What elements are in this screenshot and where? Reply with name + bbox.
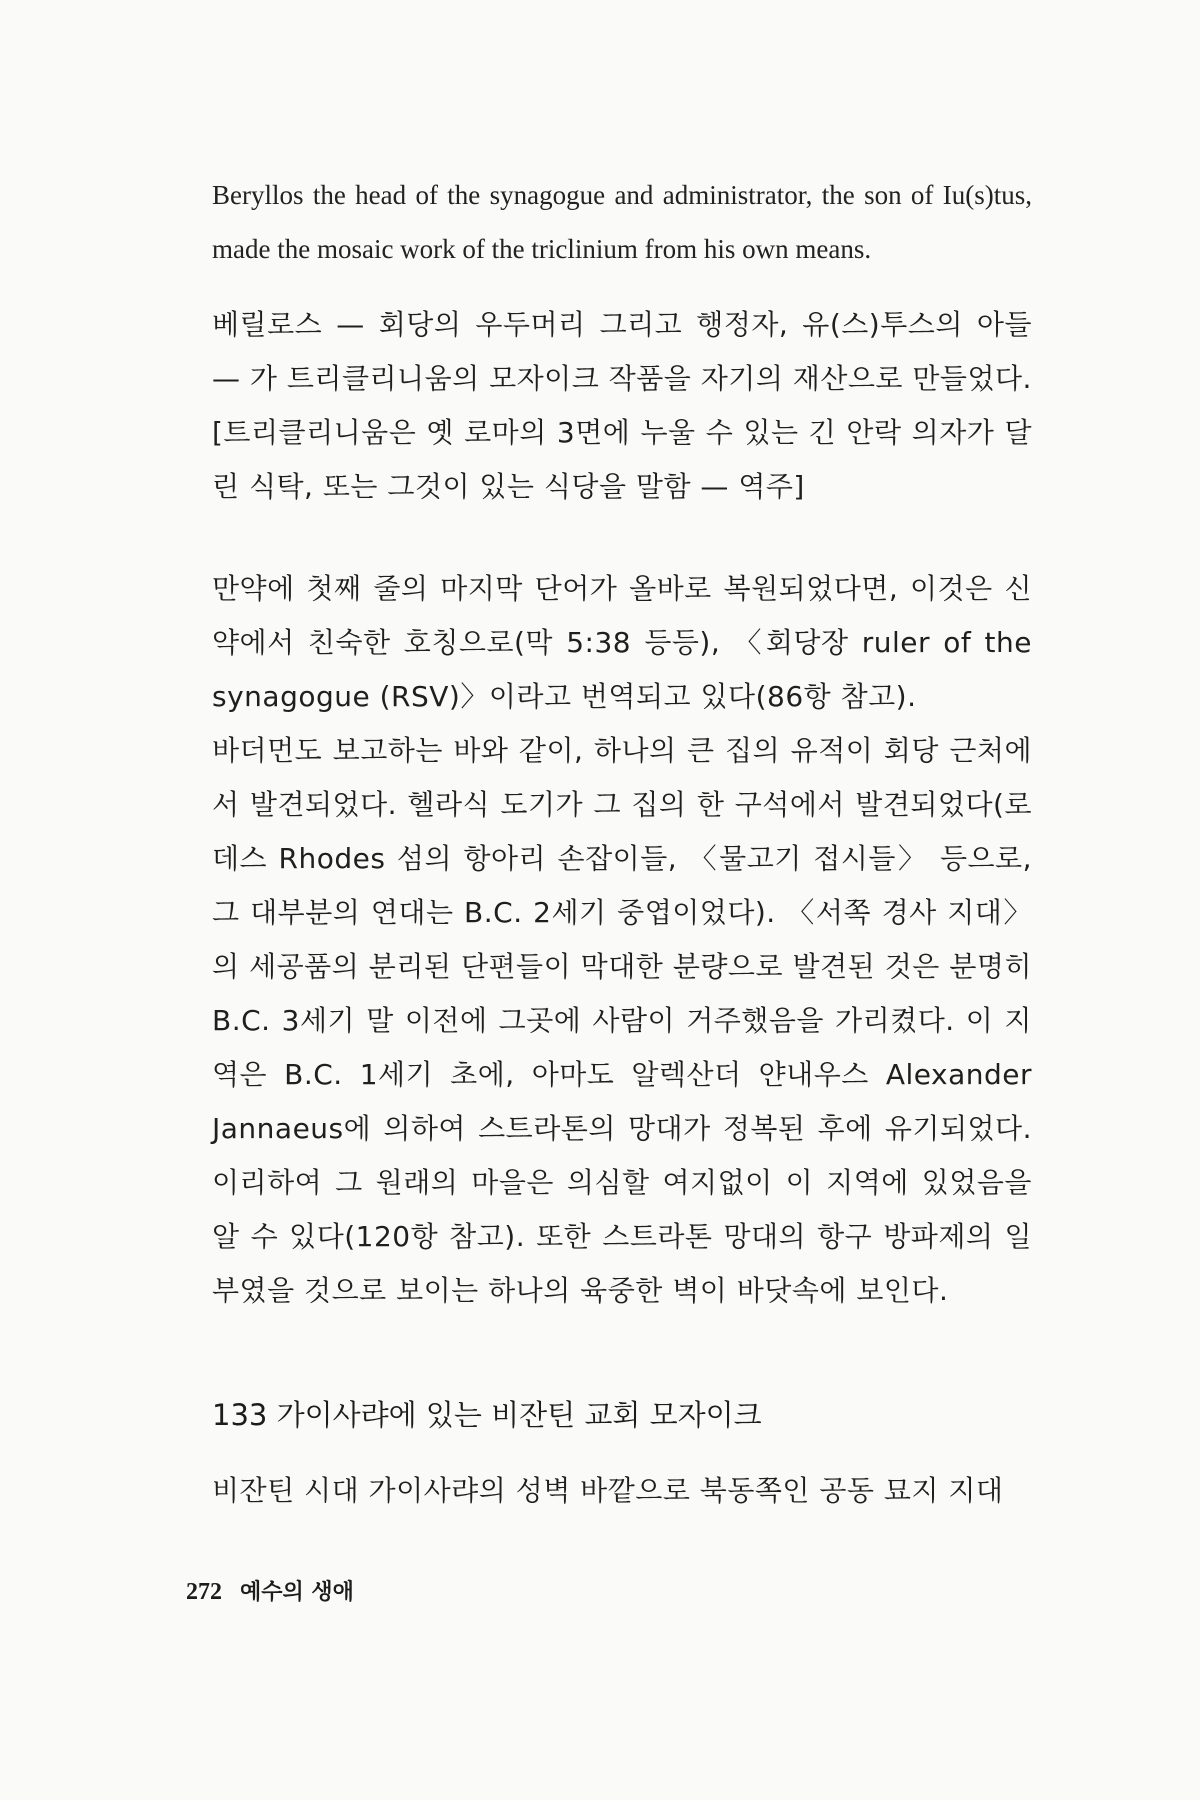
translator-note: [트리클리니움은 옛 로마의 3면에 누울 수 있는 긴 안락 의자가 달린 식탁, 또는 그것이 있는 식당을 말함 — 역주] xyxy=(212,416,1032,503)
page-footer xyxy=(186,1575,354,1606)
running-title: 예수의 생애 xyxy=(240,1580,354,1605)
paragraph-restoration: 만약에 첫째 줄의 마지막 단어가 올바로 복원되었다면, 이것은 신약에서 친숙한 호칭으로(막 5:38 등등), 〈회당장 ruler of the synagogue (RSV)〉이라고 번역되고 있다(86항 참고). xyxy=(212,572,1032,713)
inscription-korean: 베릴로스 — 회당의 우두머리 그리고 행정자, 유(스)투스의 아들 — 가 트리클리니움의 모자이크 작품을 자기의 재산으로 만들었다. xyxy=(212,308,1032,395)
section-first-line: 비잔틴 시대 가이사랴의 성벽 바깥으로 북동쪽인 공동 묘지 지대 xyxy=(212,1474,1004,1507)
paragraph-excavation: 바더먼도 보고하는 바와 같이, 하나의 큰 집의 유적이 회당 근처에서 발견되었다. 헬라식 도기가 그 집의 한 구석에서 발견되었다(로데스 Rhodes 섬의 항아리 손잡이들, 〈물고기 접시들〉 등으로, 그 대부분의 연대는 B.C. 2세기 중엽이었다). 〈서쪽 경사 지대〉의 세공품의 분리된 단편들이 막대한 분량으로 발견된 것은 분명히 B.C. 3세기 말 이전에 그곳에 사람이 거주했음을 가리켰다. 이 지역은 B.C. 1세기 초에, 아마도 알렉산더 얀내우스 Alexander Jannaeus에 의하여 스트라톤의 망대가 정복된 후에 유기되었다. 이리하여 그 원래의 마을은 의심할 여지없이 이 지역에 있었음을 알 수 있다(120항 참고). 또한 스트라톤 망대의 항구 방파제의 일부였을 것으로 보이는 하나의 육중한 벽이 바닷속에 보인다. xyxy=(212,734,1032,1307)
inscription-english: Beryllos the head of the synagogue and administrator, the son of Iu(s)tus, made the mosaic work of the triclinium from his own means. xyxy=(212,180,1032,264)
page-body xyxy=(212,168,1032,1518)
section-heading: 133 가이사랴에 있는 비잔틴 교회 모자이크 xyxy=(212,1398,762,1432)
page-number: 272 xyxy=(186,1579,222,1605)
